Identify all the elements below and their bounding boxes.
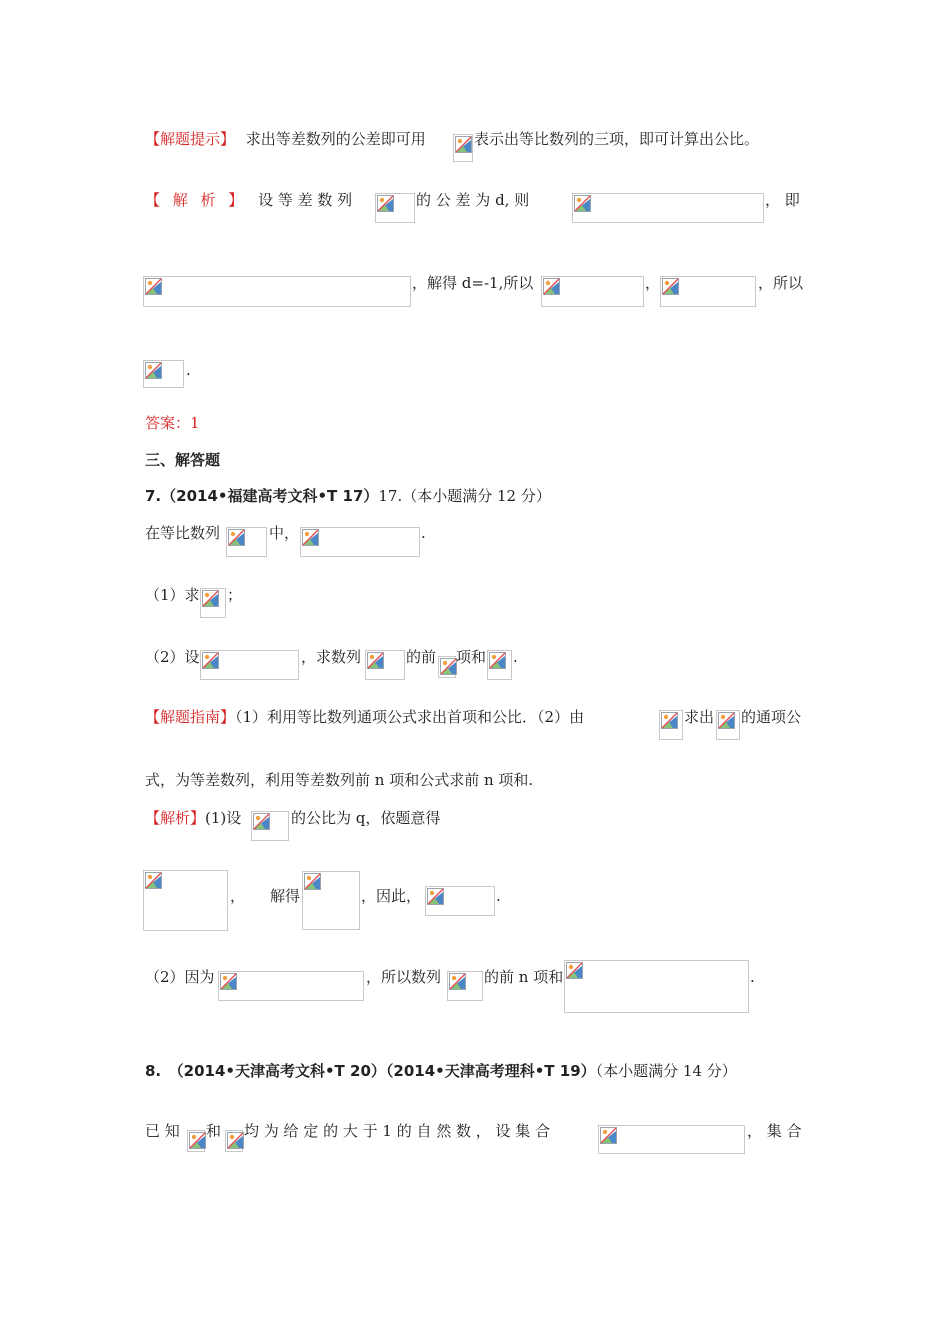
formula-image (251, 811, 289, 841)
broken-image-icon (253, 813, 270, 830)
q8-t4: ， 集 合 (747, 1122, 802, 1140)
formula-image (143, 870, 228, 931)
q7-tail: 17.（本小题满分 12 分） (378, 487, 551, 505)
formula-image (425, 886, 495, 916)
analysis2-t4: 解得 (270, 887, 301, 905)
formula-image (200, 588, 226, 618)
q7-head-line (145, 486, 551, 506)
q8-t3: 均 为 给 定 的 大 于 1 的 自 然 数 ， 设 集 合 (244, 1122, 551, 1140)
broken-image-icon (489, 652, 506, 669)
q7-stem-a: 在等比数列 (145, 524, 221, 542)
analysis2-label: 【解析】 (145, 809, 206, 827)
analysis2-t10: . (750, 968, 755, 986)
analysis1-t3: ， 即 (765, 191, 800, 209)
q8-t1: 已 知 (145, 1122, 180, 1140)
q7-p2-e: . (513, 648, 518, 666)
broken-image-icon (145, 872, 162, 889)
hint-text-b: 表示出等比数列的三项，即可计算出公比。 (474, 130, 760, 148)
broken-image-icon (574, 195, 591, 212)
broken-image-icon (377, 195, 394, 212)
analysis2-t2: 的公比为 q，依题意得 (291, 809, 441, 827)
q7-p1-a: （1）求 (145, 586, 200, 604)
analysis1-t5: ， (645, 274, 661, 292)
formula-image (572, 193, 764, 223)
analysis2-t5: ，因此， (361, 887, 422, 905)
q8-head-line (145, 1061, 737, 1081)
formula-image (302, 871, 360, 930)
analysis1-label: 【 解 析 】 (145, 191, 248, 209)
hint-label: 【解题提示】 (145, 130, 236, 148)
analysis2-line1 (145, 808, 241, 828)
analysis2-t9: 的前 n 项和 (484, 968, 564, 986)
formula-image (226, 527, 267, 557)
broken-image-icon (202, 590, 219, 607)
hint-text-a: 求出等差数列的公差即可用 (245, 130, 426, 148)
broken-image-icon (455, 136, 472, 153)
broken-image-icon (302, 529, 319, 546)
hint-line (145, 129, 426, 149)
q7-p2-a: （2）设 (145, 648, 200, 666)
broken-image-icon (543, 278, 560, 295)
q7-stem-c: . (421, 524, 426, 542)
broken-image-icon (189, 1132, 206, 1149)
guide-t4: 式，为等差数列，利用等差数列前 n 项和公式求前 n 项和. (145, 771, 534, 789)
analysis2-t8: ，所以数列 (366, 968, 442, 986)
analysis1-t4: ，解得 d=-1,所以 (412, 274, 534, 292)
guide-t2: 求出 (684, 708, 715, 726)
analysis1-line1 (145, 190, 352, 210)
formula-image (218, 971, 364, 1001)
broken-image-icon (427, 888, 444, 905)
formula-image (598, 1125, 745, 1154)
formula-image (438, 656, 456, 678)
analysis1-t7: . (186, 361, 191, 379)
broken-image-icon (718, 712, 735, 729)
formula-image (660, 276, 756, 307)
formula-image (300, 527, 420, 557)
broken-image-icon (449, 973, 466, 990)
q8-tail: （本小题满分 14 分） (595, 1062, 737, 1080)
formula-image (541, 276, 644, 307)
formula-image (365, 650, 405, 680)
broken-image-icon (304, 873, 321, 890)
formula-image (447, 971, 483, 1001)
guide-label: 【解题指南】 (145, 708, 236, 726)
analysis2-t3: ， (230, 887, 246, 905)
q7-stem-b: 中， (269, 524, 300, 542)
broken-image-icon (600, 1127, 617, 1144)
formula-image (225, 1130, 243, 1152)
q7-p2-b: ，求数列 (301, 648, 362, 666)
guide-line1 (145, 707, 584, 727)
broken-image-icon (202, 652, 219, 669)
formula-image (659, 710, 683, 740)
analysis2-t7: （2）因为 (145, 968, 215, 986)
q7-p2-c: 的前 (406, 648, 437, 666)
q8-t2: 和 (206, 1122, 222, 1140)
formula-image (487, 650, 512, 680)
formula-image (200, 650, 299, 680)
broken-image-icon (661, 712, 678, 729)
broken-image-icon (228, 529, 245, 546)
broken-image-icon (367, 652, 384, 669)
answer-text: 答案：1 (145, 414, 200, 432)
formula-image (375, 193, 415, 223)
section-title: 三、解答题 (145, 451, 221, 469)
broken-image-icon (227, 1132, 244, 1149)
formula-image (564, 960, 749, 1013)
analysis2-t6: . (496, 887, 501, 905)
analysis1-t1: 设 等 差 数 列 (258, 191, 353, 209)
analysis1-t2: 的 公 差 为 d, 则 (416, 191, 530, 209)
broken-image-icon (662, 278, 679, 295)
q7-head: 7.（2014•福建高考文科•T 17） (145, 487, 379, 505)
q8-head: 8. （2014•天津高考文科•T 20）（2014•天津高考理科•T 19） (145, 1062, 596, 1080)
analysis1-t6: ，所以 (758, 274, 804, 292)
formula-image (143, 276, 411, 307)
formula-image (716, 710, 740, 740)
broken-image-icon (145, 278, 162, 295)
guide-t3: 的通项公 (741, 708, 802, 726)
broken-image-icon (440, 658, 457, 675)
broken-image-icon (145, 362, 162, 379)
answer (145, 413, 200, 433)
analysis2-t1: (1)设 (205, 809, 242, 827)
q7-p2-d: 项和 (456, 648, 487, 666)
broken-image-icon (566, 962, 583, 979)
formula-image (143, 360, 184, 388)
broken-image-icon (220, 973, 237, 990)
formula-image (187, 1130, 205, 1152)
q7-p1-b: ； (227, 586, 243, 604)
formula-image (453, 134, 473, 162)
guide-t1: （1）利用等比数列通项公式求出首项和公比．（2）由 (235, 708, 585, 726)
